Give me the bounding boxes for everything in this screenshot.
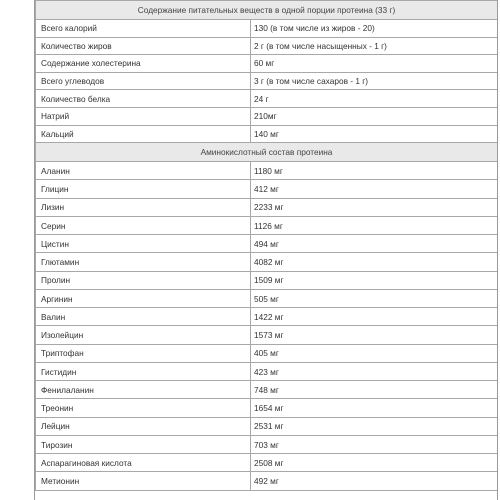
amino-section-header: Аминокислотный состав протеина (36, 143, 498, 162)
amino-row (36, 253, 498, 271)
amino-row (36, 417, 498, 435)
nutrition-name-cell: Содержание холестерина (36, 55, 251, 73)
nutrition-value-cell: 130 (в том числе из жиров - 20) (251, 20, 498, 38)
nutrition-header-row (36, 1, 498, 20)
amino-name-cell: Серин (36, 216, 251, 234)
amino-value-cell: 492 мг (251, 472, 498, 490)
nutrition-table-container (34, 0, 498, 500)
amino-value-cell: 748 мг (251, 381, 498, 399)
nutrition-row (36, 55, 498, 73)
nutrition-name-cell: Всего углеводов (36, 72, 251, 90)
nutrition-row (36, 107, 498, 125)
amino-value-cell: 4082 мг (251, 253, 498, 271)
amino-value-cell: 2233 мг (251, 198, 498, 216)
amino-header-row (36, 143, 498, 162)
nutrition-row (36, 20, 498, 38)
nutrition-table (35, 0, 498, 491)
amino-name-cell: Лизин (36, 198, 251, 216)
amino-value-cell: 1654 мг (251, 399, 498, 417)
amino-name-cell: Лейцин (36, 417, 251, 435)
amino-row (36, 271, 498, 289)
amino-name-cell: Пролин (36, 271, 251, 289)
amino-row (36, 381, 498, 399)
amino-value-cell: 1126 мг (251, 216, 498, 234)
nutrition-value-cell: 24 г (251, 90, 498, 108)
amino-value-cell: 412 мг (251, 180, 498, 198)
nutrition-name-cell: Количество жиров (36, 37, 251, 55)
amino-name-cell: Глютамин (36, 253, 251, 271)
amino-row (36, 162, 498, 180)
amino-name-cell: Фенилаланин (36, 381, 251, 399)
nutrition-name-cell: Всего калорий (36, 20, 251, 38)
amino-value-cell: 2508 мг (251, 454, 498, 472)
nutrition-name-cell: Количество белка (36, 90, 251, 108)
amino-section (36, 143, 498, 491)
nutrition-name-cell: Натрий (36, 107, 251, 125)
amino-name-cell: Цистин (36, 235, 251, 253)
nutrition-row (36, 125, 498, 143)
nutrition-value-cell: 60 мг (251, 55, 498, 73)
amino-row (36, 344, 498, 362)
nutrition-row (36, 72, 498, 90)
nutrition-row (36, 90, 498, 108)
nutrition-value-cell: 210мг (251, 107, 498, 125)
amino-row (36, 198, 498, 216)
amino-row (36, 399, 498, 417)
amino-value-cell: 1573 мг (251, 326, 498, 344)
amino-value-cell: 1422 мг (251, 308, 498, 326)
amino-name-cell: Тирозин (36, 435, 251, 453)
amino-row (36, 216, 498, 234)
amino-value-cell: 494 мг (251, 235, 498, 253)
amino-row (36, 454, 498, 472)
amino-name-cell: Изолейцин (36, 326, 251, 344)
amino-name-cell: Аспарагиновая кислота (36, 454, 251, 472)
amino-name-cell: Аргинин (36, 289, 251, 307)
amino-row (36, 308, 498, 326)
nutrition-row (36, 37, 498, 55)
nutrition-value-cell: 140 мг (251, 125, 498, 143)
amino-value-cell: 1509 мг (251, 271, 498, 289)
nutrition-section-header: Содержание питательных веществ в одной порции протеина (33 г) (36, 1, 498, 20)
amino-row (36, 289, 498, 307)
amino-name-cell: Метионин (36, 472, 251, 490)
amino-row (36, 235, 498, 253)
amino-value-cell: 405 мг (251, 344, 498, 362)
nutrition-name-cell: Кальций (36, 125, 251, 143)
amino-value-cell: 703 мг (251, 435, 498, 453)
amino-name-cell: Триптофан (36, 344, 251, 362)
amino-row (36, 472, 498, 490)
amino-name-cell: Валин (36, 308, 251, 326)
amino-value-cell: 423 мг (251, 362, 498, 380)
amino-name-cell: Аланин (36, 162, 251, 180)
amino-name-cell: Гистидин (36, 362, 251, 380)
amino-value-cell: 2531 мг (251, 417, 498, 435)
amino-value-cell: 505 мг (251, 289, 498, 307)
amino-name-cell: Треонин (36, 399, 251, 417)
nutrition-value-cell: 2 г (в том числе насыщенных - 1 г) (251, 37, 498, 55)
amino-value-cell: 1180 мг (251, 162, 498, 180)
amino-name-cell: Глицин (36, 180, 251, 198)
amino-row (36, 435, 498, 453)
nutrition-section (36, 1, 498, 143)
amino-row (36, 180, 498, 198)
nutrition-value-cell: 3 г (в том числе сахаров - 1 г) (251, 72, 498, 90)
amino-row (36, 326, 498, 344)
amino-row (36, 362, 498, 380)
